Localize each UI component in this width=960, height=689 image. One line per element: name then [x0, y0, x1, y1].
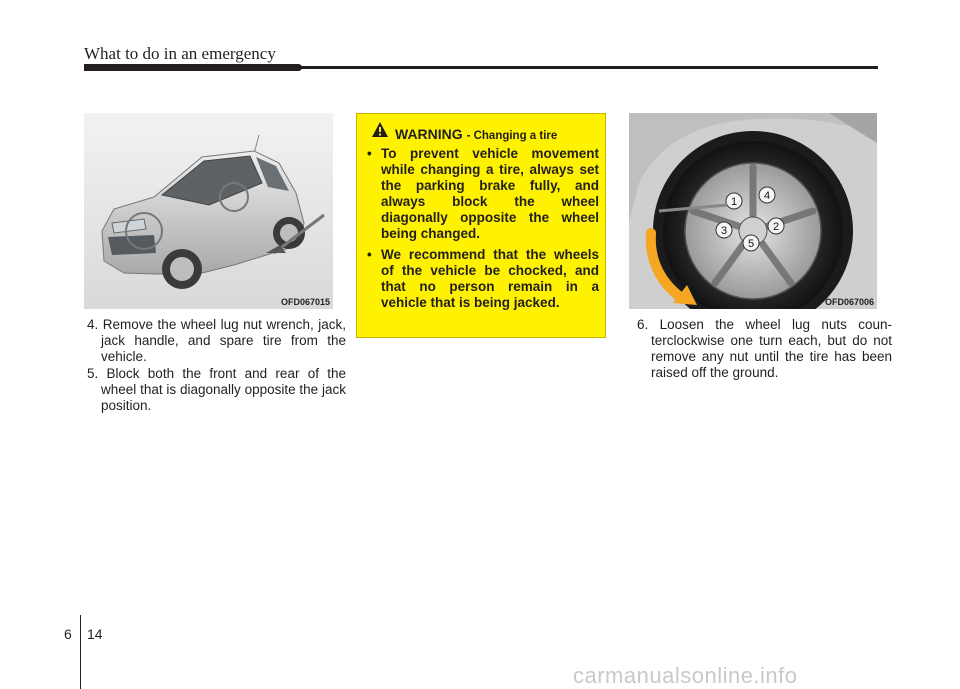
lug-nut-label: 3 [720, 225, 728, 237]
warning-item [367, 247, 599, 311]
figure-code-left: OFD067015 [280, 297, 330, 307]
lug-nut-label: 2 [772, 221, 780, 233]
bullet-icon: • [367, 146, 372, 161]
warning-item-text: To prevent vehicle movement while changing a tire, always set the parking brake fully, and always block the wheel diagonally opposite the wheel being changed. [381, 146, 599, 241]
warning-title: WARNING [395, 126, 463, 142]
warning-item-text: We recommend that the wheels of the vehicle be chocked, and that no person remain in a vehicle that is being jacked. [381, 247, 599, 310]
figure-code-right: OFD067006 [824, 297, 874, 307]
page-number: 14 [87, 626, 103, 642]
step-5-text: 5. Block both the front and rear of the wheel that is diagonally opposite the jack position. [87, 366, 346, 413]
warning-heading [395, 126, 557, 142]
wheel-lug-figure [629, 113, 877, 309]
warning-subtitle: - Changing a tire [466, 130, 558, 142]
wheel-lug-nut-illustration-icon [629, 113, 877, 309]
warning-item [367, 146, 599, 242]
footer-rule [80, 615, 81, 689]
header-tab [84, 64, 302, 71]
car-jack-illustration-icon [84, 113, 333, 309]
watermark: carmanualsonline.info [573, 663, 798, 688]
warning-box [356, 113, 606, 338]
lug-nut-label: 5 [747, 238, 755, 250]
step-6-text: 6. Loosen the wheel lug nuts coun-terclockwise one turn each, but do not remove any nut until the tire has been raised off the ground. [637, 317, 892, 380]
lug-nut-label: 1 [730, 196, 738, 208]
car-jack-figure [84, 113, 333, 309]
page-header-title: What to do in an emergency [84, 44, 276, 63]
section-number: 6 [64, 626, 72, 642]
bullet-icon: • [367, 247, 372, 262]
warning-triangle-icon [371, 121, 389, 139]
warning-body [367, 146, 599, 316]
lug-nut-label: 4 [763, 190, 771, 202]
step-4-text: 4. Remove the wheel lug nut wrench, jack, jack handle, and spare tire from the vehicle. [87, 317, 346, 364]
